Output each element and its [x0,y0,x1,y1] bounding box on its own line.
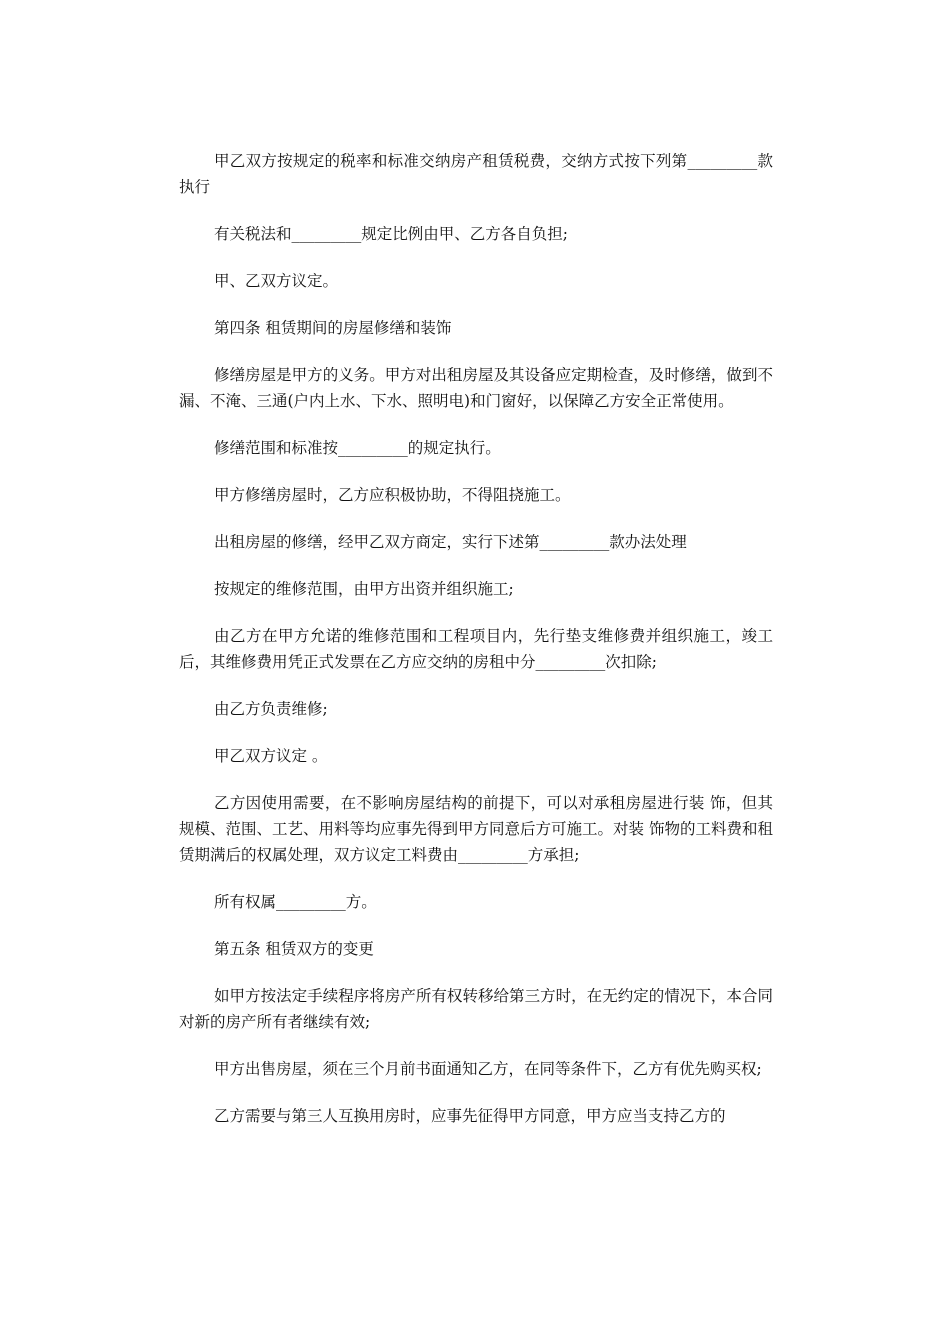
paragraph: 由乙方负责维修; [214,700,328,718]
paragraph: 所有权属_________方。 [214,893,377,911]
paragraph: 修缮范围和标准按_________的规定执行。 [214,439,501,457]
paragraph: 出租房屋的修缮，经甲乙双方商定，实行下述第_________款办法处理 [214,533,687,551]
paragraph: 乙方需要与第三人互换用房时，应事先征得甲方同意，甲方应当支持乙方的 [214,1107,726,1125]
paragraph: 甲方出售房屋，须在三个月前书面通知乙方，在同等条件下，乙方有优先购买权; [214,1060,762,1078]
paragraph: 按规定的维修范围，由甲方出资并组织施工; [214,580,514,598]
section-heading: 第四条 租赁期间的房屋修缮和装饰 [214,319,452,337]
paragraph: 修缮房屋是甲方的义务。甲方对出租房屋及其设备应定期检查，及时修缮，做到不漏、不淹、三通(户内上水、下水、照明电)和门窗好，以保障乙方安全正常使用。 [179,366,773,410]
section-heading: 第五条 租赁双方的变更 [214,940,374,958]
document-body [179,148,773,1150]
paragraph: 有关税法和_________规定比例由甲、乙方各自负担; [214,225,568,243]
paragraph: 乙方因使用需要，在不影响房屋结构的前提下，可以对承租房屋进行装 饰，但其规模、范围、工艺、用料等均应事先得到甲方同意后方可施工。对装 饰物的工料费和租赁期满后的权属处理，双方议定工料费由_________方承担; [179,794,773,864]
paragraph: 甲方修缮房屋时，乙方应积极协助，不得阻挠施工。 [214,486,571,504]
paragraph: 甲、乙双方议定。 [214,272,339,290]
paragraph: 甲乙双方按规定的税率和标准交纳房产租赁税费，交纳方式按下列第_________款执行 [179,152,773,196]
paragraph: 甲乙双方议定 。 [214,747,328,765]
paragraph: 如甲方按法定手续程序将房产所有权转移给第三方时，在无约定的情况下，本合同对新的房产所有者继续有效; [179,987,773,1031]
paragraph: 由乙方在甲方允诺的维修范围和工程项目内，先行垫支维修费并组织施工，竣工后，其维修费用凭正式发票在乙方应交纳的房租中分_________次扣除; [179,627,773,671]
